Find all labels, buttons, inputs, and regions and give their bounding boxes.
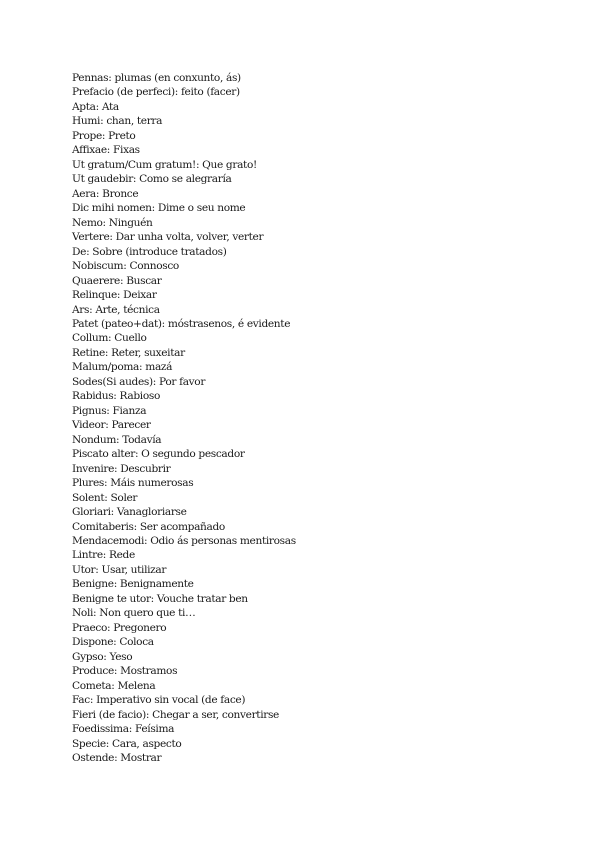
vocabulary-entry: Retine: Reter, suxeitar: [72, 346, 185, 359]
vocabulary-entry: Gypso: Yeso: [72, 650, 133, 663]
vocabulary-entry: Patet (pateo+dat): móstrasenos, é evidente: [72, 317, 291, 330]
vocabulary-entry: Piscato alter: O segundo pescador: [72, 448, 245, 461]
vocabulary-list: [72, 71, 296, 766]
vocabulary-entry: Gloriari: Vanagloriarse: [72, 506, 187, 519]
vocabulary-entry: Fac: Imperativo sin vocal (de face): [72, 694, 246, 707]
vocabulary-entry: Dic mihi nomen: Dime o seu nome: [72, 202, 246, 215]
vocabulary-entry: Affixae: Fixas: [72, 144, 140, 157]
vocabulary-entry: Sodes(Si audes): Por favor: [72, 375, 206, 388]
vocabulary-entry: Praeco: Pregonero: [72, 621, 167, 634]
vocabulary-entry: Relinque: Deixar: [72, 289, 157, 302]
vocabulary-entry: Pignus: Fianza: [72, 404, 147, 417]
vocabulary-entry: Mendacemodi: Odio ás personas mentirosas: [72, 535, 296, 547]
vocabulary-entry: Plures: Máis numerosas: [72, 477, 194, 490]
vocabulary-entry: Apta: Ata: [72, 100, 119, 113]
vocabulary-entry: Vertere: Dar unha volta, volver, verter: [72, 231, 264, 244]
vocabulary-entry: Collum: Cuello: [72, 332, 147, 345]
vocabulary-entry: Videor: Parecer: [72, 419, 151, 432]
vocabulary-entry: Fieri (de facio): Chegar a ser, convertirse: [72, 708, 279, 721]
vocabulary-entry: Nondum: Todavía: [72, 433, 162, 446]
vocabulary-entry: Cometa: Melena: [72, 679, 156, 692]
vocabulary-entry: Ars: Arte, técnica: [72, 303, 160, 316]
vocabulary-entry: Pennas: plumas (en conxunto, ás): [72, 72, 241, 84]
vocabulary-entry: Utor: Usar, utilizar: [72, 563, 167, 576]
vocabulary-entry: Malum/poma: mazá: [72, 361, 173, 374]
vocabulary-entry: Foedissima: Feísima: [72, 723, 175, 736]
vocabulary-entry: Benigne te utor: Vouche tratar ben: [72, 592, 248, 605]
vocabulary-entry: Nemo: Ninguén: [72, 216, 153, 229]
vocabulary-entry: Quaerere: Buscar: [72, 274, 162, 287]
vocabulary-entry: Humi: chan, terra: [72, 115, 163, 128]
vocabulary-entry: Specie: Cara, aspecto: [72, 737, 182, 750]
vocabulary-entry: Invenire: Descubrir: [72, 462, 171, 475]
vocabulary-entry: Comitaberis: Ser acompañado: [72, 520, 225, 533]
vocabulary-entry: De: Sobre (introduce tratados): [72, 245, 227, 258]
vocabulary-entry: Rabidus: Rabioso: [72, 390, 160, 403]
vocabulary-entry: Ut gratum/Cum gratum!: Que grato!: [72, 158, 257, 171]
vocabulary-entry: Ut gaudebir: Como se alegraría: [72, 173, 232, 186]
vocabulary-entry: Nobiscum: Connosco: [72, 260, 179, 273]
vocabulary-entry: Noli: Non quero que ti…: [72, 607, 196, 620]
vocabulary-entry: Prope: Preto: [72, 129, 136, 142]
vocabulary-entry: Aera: Bronce: [72, 187, 139, 200]
vocabulary-entry: Prefacio (de perfeci): feito (facer): [72, 86, 240, 99]
vocabulary-entry: Dispone: Coloca: [72, 636, 154, 649]
vocabulary-entry: Benigne: Benignamente: [72, 578, 194, 591]
vocabulary-entry: Solent: Soler: [72, 491, 138, 504]
vocabulary-entry: Lintre: Rede: [72, 549, 135, 562]
vocabulary-entry: Produce: Mostramos: [72, 665, 178, 678]
vocabulary-entry: Ostende: Mostrar: [72, 752, 162, 765]
